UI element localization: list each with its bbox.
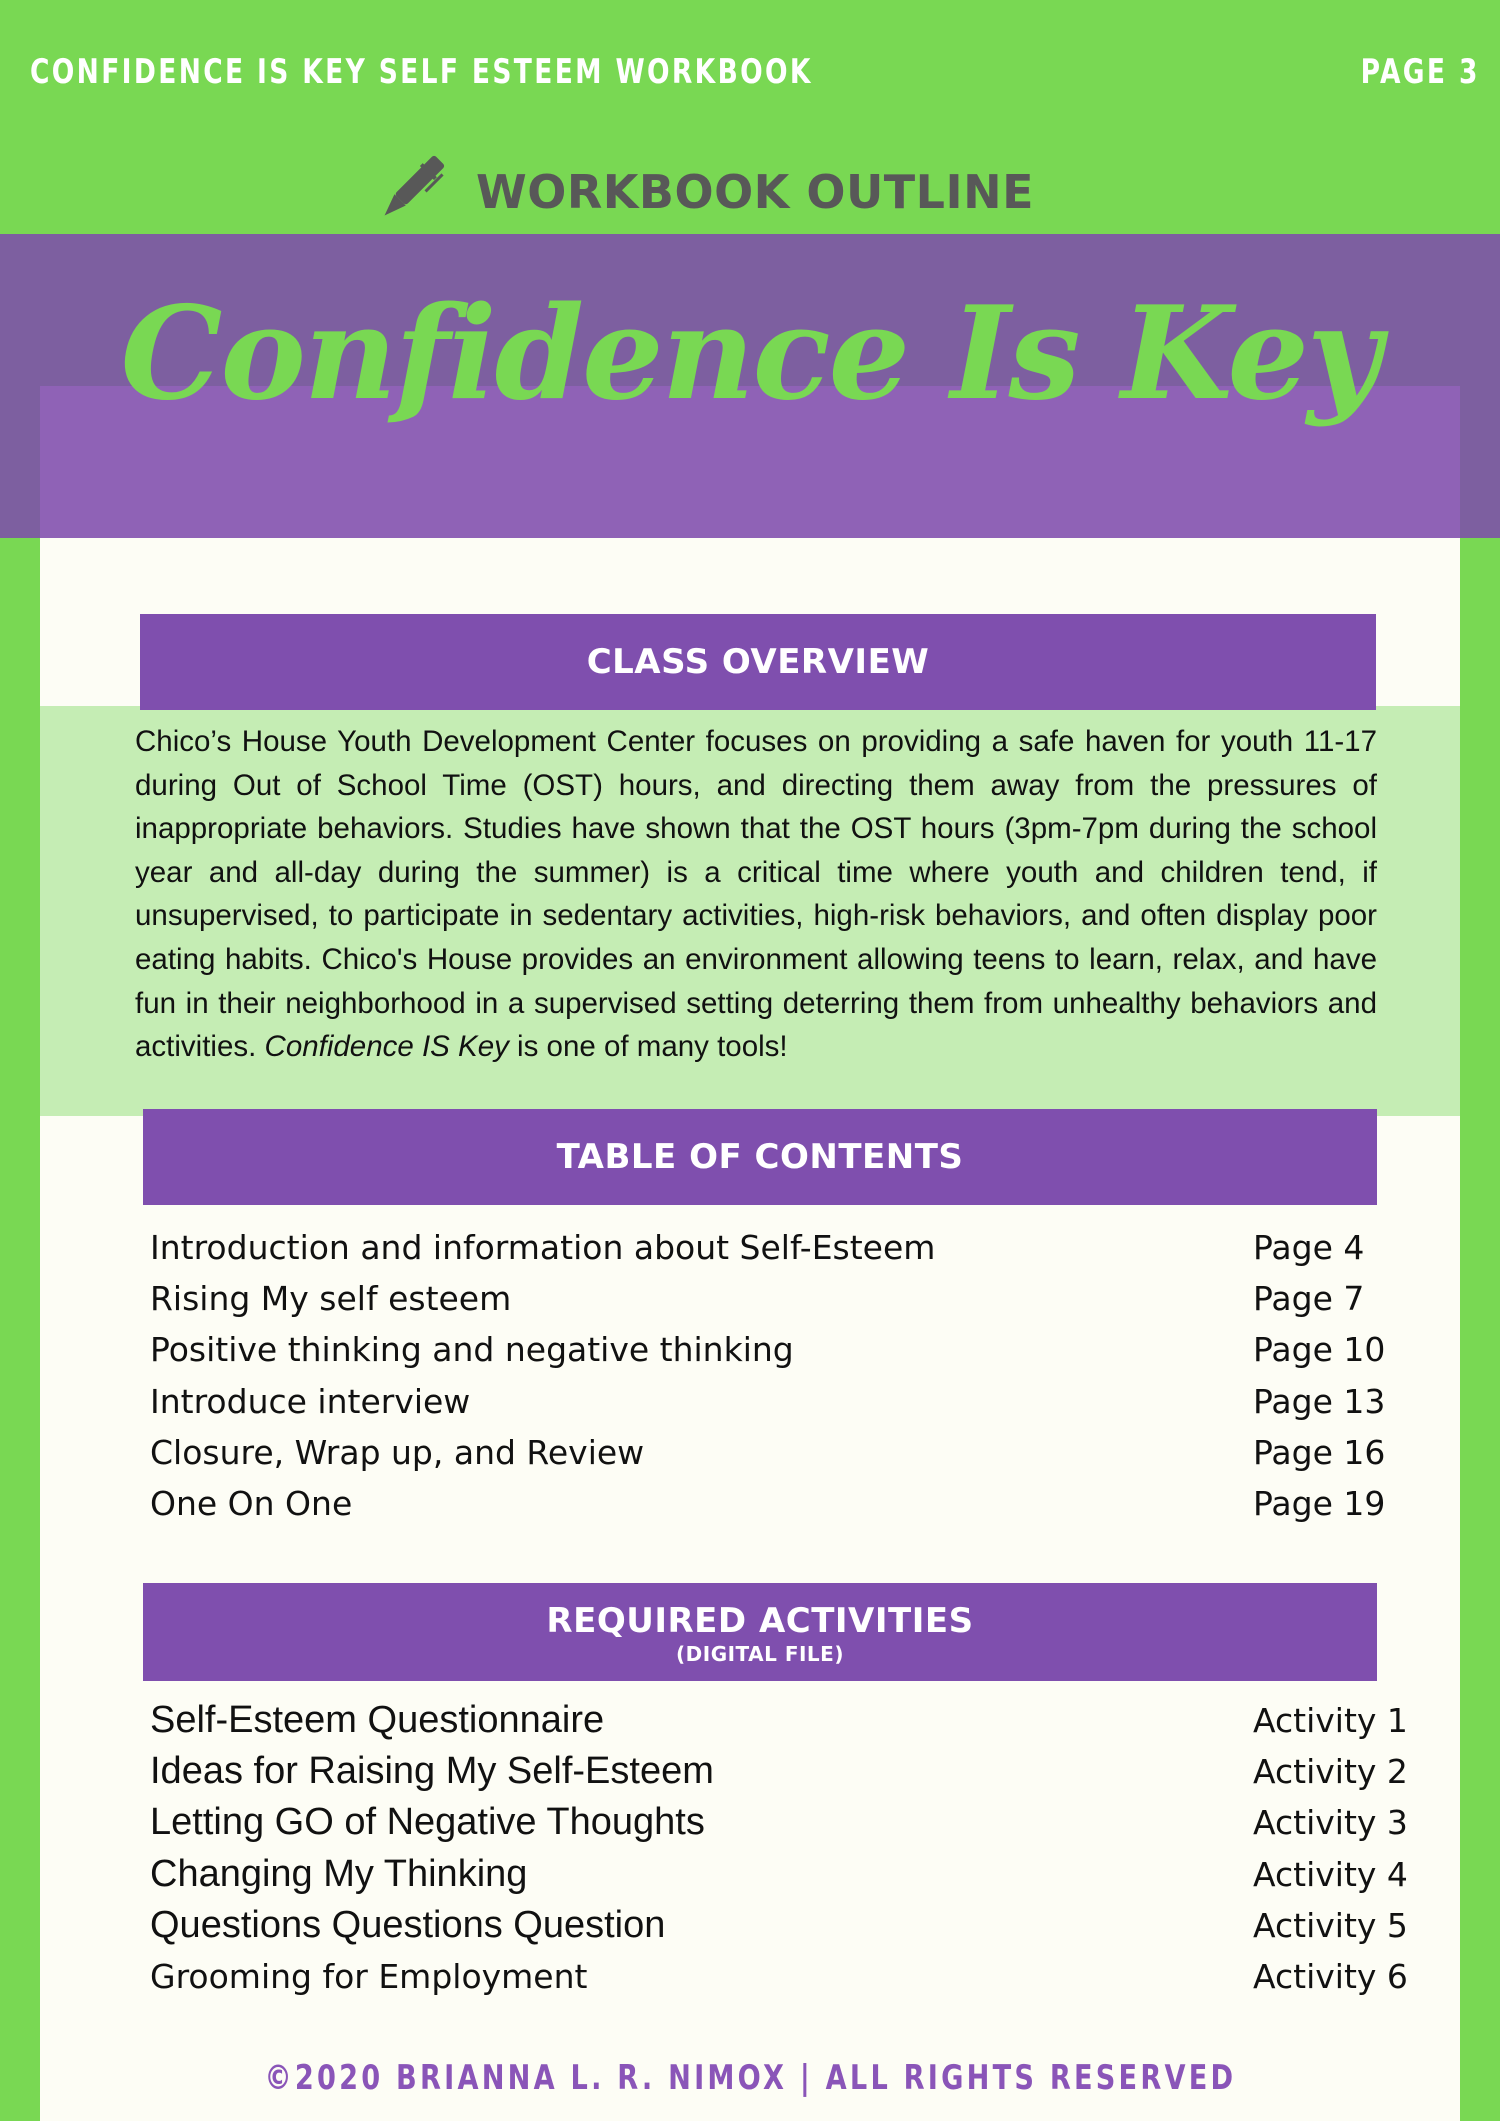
toc-item	[150, 1273, 1410, 1324]
toc-item-label: Introduction and information about Self-Esteem	[150, 1228, 936, 1267]
activity-item-label: Changing My Thinking	[150, 1852, 528, 1895]
workbook-title: CONFIDENCE IS KEY SELF ESTEEM WORKBOOK	[30, 52, 813, 92]
toc-item-page: Page 10	[1253, 1330, 1386, 1370]
activity-item	[150, 1695, 1410, 1746]
activity-item-label: Grooming for Employment	[150, 1956, 588, 1996]
toc-item-page: Page 16	[1253, 1432, 1386, 1472]
activity-item-label: Questions Questions Question	[150, 1903, 666, 1946]
activity-item	[150, 1951, 1410, 2002]
activities-list	[150, 1695, 1410, 2002]
toc-item-label: Rising My self esteem	[150, 1279, 512, 1319]
activity-item-number: Activity 5	[1253, 1905, 1408, 1945]
activity-item-number: Activity 4	[1253, 1854, 1408, 1894]
activity-item-number: Activity 3	[1253, 1803, 1408, 1843]
class-overview-heading: CLASS OVERVIEW	[140, 614, 1376, 710]
activity-item	[150, 1849, 1410, 1900]
copyright-footer	[0, 2058, 1500, 2098]
toc-item	[150, 1376, 1410, 1427]
activity-item-number: Activity 1	[1253, 1701, 1408, 1740]
activity-item-number: Activity 6	[1253, 1956, 1408, 1996]
pen-icon	[370, 150, 450, 235]
toc-item-label: Positive thinking and negative thinking	[150, 1330, 794, 1370]
toc-item-page: Page 4	[1253, 1228, 1365, 1267]
activity-item-number: Activity 2	[1253, 1752, 1408, 1792]
required-activities-heading	[143, 1583, 1377, 1681]
overview-text-italic: Confidence IS Key	[264, 1030, 509, 1064]
script-title: Confidence Is Key	[120, 279, 1380, 429]
table-of-contents-list	[150, 1222, 1410, 1529]
activity-item-label: Letting GO of Negative Thoughts	[150, 1801, 705, 1844]
required-activities-title: REQUIRED ACTIVITIES	[546, 1601, 974, 1641]
table-of-contents-heading: TABLE OF CONTENTS	[143, 1109, 1377, 1205]
toc-item-page: Page 19	[1253, 1483, 1386, 1523]
overview-paragraph	[135, 720, 1377, 1069]
toc-item	[150, 1222, 1410, 1273]
toc-item	[150, 1427, 1410, 1478]
activity-item-label: Self-Esteem Questionnaire	[150, 1699, 605, 1741]
toc-item	[150, 1324, 1410, 1375]
activity-item	[150, 1797, 1410, 1848]
page-number: PAGE 3	[1360, 52, 1480, 92]
toc-item-label: Introduce interview	[150, 1381, 471, 1421]
overview-text-before: Chico’s House Youth Development Center focuses on providing a safe haven for youth 11-17 during Out of School Time (OST) hours, and directing them away from the pressures of inappropriate behaviors. Studies have shown that the OST hours (3pm-7pm during the school year and all-day during the summer) is a critical time where youth and children tend, if unsupervised, to participate in sedentary activities, high-risk behaviors, and often display poor eating habits. Chico's House provides an environment allowing teens to learn, relax, and have fun in their neighborhood in a supervised setting deterring them from unhealthy behaviors and activities.	[135, 725, 1377, 1064]
copyright-text: ©2020 BRIANNA L. R. NIMOX | ALL RIGHTS RESERVED	[264, 2058, 1236, 2098]
activity-item-label: Ideas for Raising My Self-Esteem	[150, 1750, 714, 1793]
outline-title: WORKBOOK OUTLINE	[476, 165, 1035, 219]
toc-item-label: One On One	[150, 1483, 353, 1523]
toc-item	[150, 1478, 1410, 1529]
overview-text-after: is one of many tools!	[508, 1030, 788, 1064]
toc-item-label: Closure, Wrap up, and Review	[150, 1432, 645, 1472]
required-activities-subtitle: (DIGITAL FILE)	[676, 1642, 844, 1666]
activity-item	[150, 1746, 1410, 1797]
outline-heading	[370, 150, 1034, 234]
activity-item	[150, 1900, 1410, 1951]
toc-item-page: Page 13	[1253, 1381, 1386, 1421]
toc-item-page: Page 7	[1253, 1279, 1365, 1319]
